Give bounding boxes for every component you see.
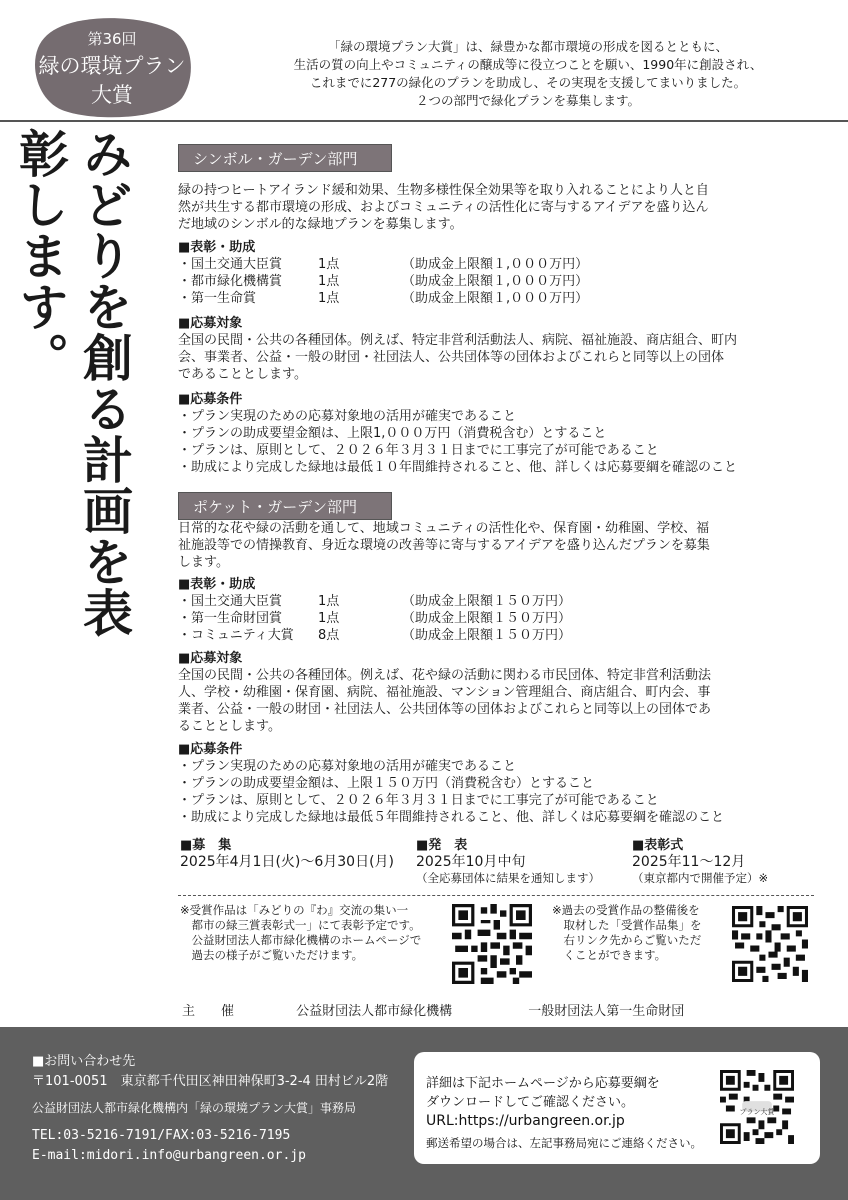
symbol-target-line: 全国の民間・公共の各種団体。例えば、特定非営利活動法人、病院、福祉施設、商店組合、町内 xyxy=(178,333,738,348)
award-name: ・都市緑化機構賞 xyxy=(178,274,283,289)
pocket-desc-line: 祉施設等での情操教育、身近な環境の改善等に寄与するアイデアを盛り込んだプランを募集 xyxy=(178,538,710,553)
award-count: 8点 xyxy=(318,628,340,643)
award-count: 1点 xyxy=(318,611,340,626)
contact-address: 〒101-0051 東京都千代田区神田神保町3-2-4 田村ビル2階 xyxy=(32,1074,389,1089)
note-right-line: 右リンク先からご覧いただ xyxy=(552,933,702,947)
pocket-target-line: 全国の民間・公共の各種団体。例えば、花や緑の活動に関わる市民団体、特定非営利活動法 xyxy=(178,668,712,683)
award-row xyxy=(178,256,814,273)
info-mail-note: 郵送希望の場合は、左記事務局宛にご連絡ください。 xyxy=(426,1136,702,1150)
organizers xyxy=(182,1000,684,1019)
award-grant: （助成金上限額１,０００万円） xyxy=(402,257,589,272)
award-grant: （助成金上限額１５０万円） xyxy=(402,628,572,643)
award-name: ・第一生命財団賞 xyxy=(178,611,283,626)
contact-email[interactable]: E-mail:midori.info@urbangreen.or.jp xyxy=(32,1148,306,1163)
intro-line: ２つの部門で緑化プランを募集します。 xyxy=(415,93,640,108)
ceremony-date: 2025年11〜12月 xyxy=(632,854,746,870)
schedule-divider xyxy=(178,895,814,896)
award-grant: （助成金上限額１,０００万円） xyxy=(402,291,589,306)
symbol-condition: ・プラン実現のための応募対象地の活用が確実であること xyxy=(178,409,517,424)
award-grant: （助成金上限額１,０００万円） xyxy=(402,274,589,289)
recruit-period: 2025年4月1日(火)〜6月30日(月) xyxy=(180,854,395,870)
symbol-target-line: であることとします。 xyxy=(178,367,307,382)
pocket-target-line: ることとします。 xyxy=(178,719,281,734)
award-count: 1点 xyxy=(318,257,340,272)
intro-line: 生活の質の向上やコミュニティの醸成等に役立つことを願い、1990年に創設され、 xyxy=(293,57,763,72)
award-name: ・国土交通大臣賞 xyxy=(178,594,283,609)
organizer-label: 主 催 xyxy=(182,1004,235,1019)
award-row xyxy=(178,273,814,290)
section-label-pocket: ポケット・ガーデン部門 xyxy=(178,492,392,520)
intro-text xyxy=(228,38,828,110)
info-line: 詳細は下記ホームページから応募要綱を xyxy=(426,1076,660,1091)
symbol-condition: ・助成により完成した緑地は最低１０年間維持されること、他、詳しくは応募要綱を確認のこと xyxy=(178,460,738,475)
award-name: ・コミュニティ大賞 xyxy=(178,628,294,643)
contact-heading: ■お問い合わせ先 xyxy=(32,1054,136,1069)
badge-title-line2: 大賞 xyxy=(91,83,133,107)
award-count: 1点 xyxy=(318,291,340,306)
note-left xyxy=(180,903,421,963)
award-name: ・国土交通大臣賞 xyxy=(178,257,283,272)
organizer-1: 公益財団法人都市緑化機構 xyxy=(296,1004,453,1019)
symbol-desc-line: 緑の持つヒートアイランド緩和効果、生物多様性保全効果等を取り入れることにより人と自 xyxy=(178,183,709,198)
pocket-awards-heading: ■表彰・助成 xyxy=(178,577,256,592)
pocket-desc-line: 日常的な花や緑の活動を通して、地域コミュニティの活性化や、保育園・幼稚園、学校、福 xyxy=(178,521,710,536)
note-right-line: 取材した「受賞作品集」を xyxy=(552,918,702,932)
header-divider xyxy=(0,120,848,122)
note-left-line: ※受賞作品は「みどりの『わ』交流の集い一 xyxy=(180,903,409,917)
award-row xyxy=(178,627,814,644)
pocket-target-line: 人、学校・幼稚園・保育園、病院、福祉施設、マンション管理組合、商店組合、町内会、事 xyxy=(178,685,711,700)
intro-line: 「緑の環境プラン大賞」は、緑豊かな都市環境の形成を図るとともに、 xyxy=(327,39,728,54)
info-url[interactable]: URL:https://urbangreen.or.jp xyxy=(426,1113,625,1129)
page-title: みどりを創る計画を表彰します。 xyxy=(11,128,134,638)
badge-title-line1: 緑の環境プラン xyxy=(38,54,186,78)
symbol-awards-heading: ■表彰・助成 xyxy=(178,240,256,255)
award-count: 1点 xyxy=(318,274,340,289)
ceremony-note: （東京都内で開催予定）※ xyxy=(632,871,769,885)
intro-line: これまでに277の緑化のプランを助成し、その実現を支援してまいりました。 xyxy=(309,75,747,90)
award-row xyxy=(178,290,814,307)
schedule-ceremony xyxy=(632,838,768,886)
pocket-target-line: 業者、公益・一般の財団・社団法人、公共団体等の団体およびこれらと同等以上の団体であ xyxy=(178,702,712,717)
note-right-line: ※過去の受賞作品の整備後を xyxy=(552,903,700,917)
award-name: ・第一生命賞 xyxy=(178,291,257,306)
award-grant: （助成金上限額１５０万円） xyxy=(402,611,572,626)
symbol-desc-line: 然が共生する都市環境の形成、およびコミュニティの活性化に寄与するアイデアを盛り込ん xyxy=(178,200,709,215)
contact-tel[interactable]: TEL:03-5216-7191/FAX:03-5216-7195 xyxy=(32,1128,291,1143)
schedule-announce xyxy=(416,838,600,886)
note-left-line: 都市の緑三賞表彰式一」にて表彰予定です。 xyxy=(180,918,421,932)
note-left-line: 過去の様子がご覧いただけます。 xyxy=(180,948,364,962)
ceremony-heading: ■表彰式 xyxy=(632,838,684,853)
pocket-conditions-heading: ■応募条件 xyxy=(178,742,243,757)
symbol-target-heading: ■応募対象 xyxy=(178,316,243,331)
announce-date: 2025年10月中旬 xyxy=(416,854,526,870)
info-line: ダウンロードしてご確認ください。 xyxy=(426,1095,635,1110)
section-label-symbol: シンボル・ガーデン部門 xyxy=(178,144,392,172)
qr-caption: プラン大賞 xyxy=(739,1108,775,1116)
award-count: 1点 xyxy=(318,594,340,609)
award-row xyxy=(178,593,814,610)
symbol-target-line: 会、事業者、公益・一般の財団・社団法人、公共団体等の団体およびこれらと同等以上の団体 xyxy=(178,350,725,365)
award-badge xyxy=(32,18,192,118)
symbol-condition: ・プランの助成要望金額は、上限1,０００万円（消費税含む）とすること xyxy=(178,426,607,441)
award-row xyxy=(178,610,814,627)
symbol-condition: ・プランは、原則として、２０２６年３月３１日までに工事完了が可能であること xyxy=(178,443,659,458)
recruit-heading: ■募 集 xyxy=(180,838,232,853)
pocket-condition: ・プラン実現のための応募対象地の活用が確実であること xyxy=(178,759,517,774)
badge-edition: 第36回 xyxy=(87,30,137,48)
symbol-desc-line: だ地域のシンボル的な緑地プランを募集します。 xyxy=(178,217,463,232)
pocket-condition: ・助成により完成した緑地は最低５年間維持されること、他、詳しくは応募要綱を確認のこと xyxy=(178,810,725,825)
contact-office: 公益財団法人都市緑化機構内「緑の環境プラン大賞」事務局 xyxy=(32,1101,357,1115)
qr-code-ceremony[interactable] xyxy=(452,904,532,984)
symbol-conditions-heading: ■応募条件 xyxy=(178,392,243,407)
pocket-condition: ・プランは、原則として、２０２６年３月３１日までに工事完了が可能であること xyxy=(178,793,659,808)
award-grant: （助成金上限額１５０万円） xyxy=(402,594,572,609)
qr-code-works[interactable] xyxy=(732,906,808,982)
note-right-line: くことができます。 xyxy=(552,948,667,962)
pocket-section xyxy=(178,520,814,826)
schedule-recruit xyxy=(180,838,394,870)
note-left-line: 公益財団法人都市緑化機構のホームページで xyxy=(180,933,422,947)
announce-heading: ■発 表 xyxy=(416,838,468,853)
pocket-desc-line: します。 xyxy=(178,555,229,570)
pocket-target-heading: ■応募対象 xyxy=(178,651,243,666)
symbol-section xyxy=(178,182,814,476)
note-right xyxy=(552,903,702,963)
pocket-condition: ・プランの助成要望金額は、上限１５０万円（消費税含む）とすること xyxy=(178,776,595,791)
announce-note: （全応募団体に結果を通知します） xyxy=(416,871,600,885)
organizer-2: 一般財団法人第一生命財団 xyxy=(528,1004,685,1019)
